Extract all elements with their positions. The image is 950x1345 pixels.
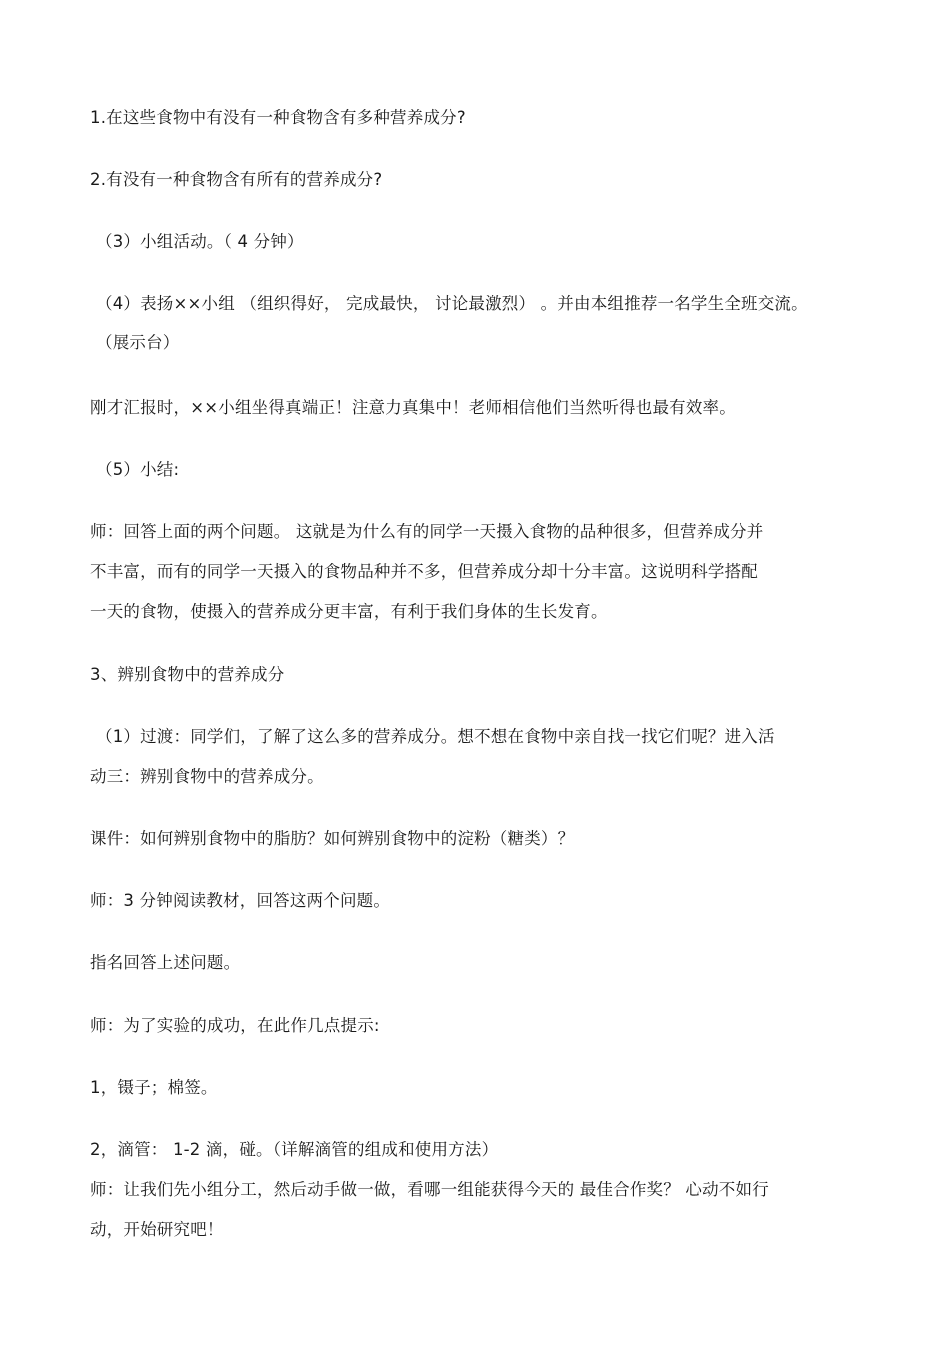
summary-paragraph-line-2: 不丰富，而有的同学一天摄入的食物品种并不多，但营养成分却十分丰富。这说明科学搭配 — [90, 562, 758, 581]
section-3-heading: 3、辨别食物中的营养成分 — [90, 665, 285, 684]
question-1: 1.在这些食物中有没有一种食物含有多种营养成分? — [90, 108, 466, 127]
courseware-questions: 课件：如何辨别食物中的脂肪？如何辨别食物中的淀粉（糖类）？ — [90, 829, 575, 848]
summary-paragraph-line-3: 一天的食物，使摄入的营养成分更丰富，有利于我们身体的生长发育。 — [90, 602, 608, 621]
closing-line-2: 动，开始研究吧！ — [90, 1220, 224, 1239]
transition-line-1: （1）过渡：同学们，了解了这么多的营养成分。想不想在食物中亲自找一找它们呢？进入活 — [96, 727, 775, 746]
step-3-group-activity: （3）小组活动。（ 4 分钟） — [96, 232, 304, 251]
summary-paragraph-line-1: 师：回答上面的两个问题。 这就是为什么有的同学一天摄入食物的品种很多，但营养成分并 — [90, 522, 764, 541]
tip-1: 1，镊子；棉签。 — [90, 1078, 218, 1097]
step-4-display: （展示台） — [96, 333, 180, 352]
tip-2: 2，滴管： 1-2 滴，碰。（详解滴管的组成和使用方法） — [90, 1140, 499, 1159]
step-5-summary-heading: （5）小结: — [96, 460, 180, 479]
transition-line-2: 动三：辨别食物中的营养成分。 — [90, 767, 324, 786]
step-4-praise: （4）表扬××小组 （组织得好， 完成最快， 讨论最激烈） 。并由本组推荐一名学生全班交流。 — [96, 294, 808, 313]
experiment-tips-intro: 师：为了实验的成功，在此作几点提示: — [90, 1016, 380, 1035]
teacher-comment: 刚才汇报时，××小组坐得真端正！注意力真集中！老师相信他们当然听得也最有效率。 — [90, 398, 736, 417]
reading-instruction: 师：3 分钟阅读教材，回答这两个问题。 — [90, 891, 391, 910]
question-2: 2.有没有一种食物含有所有的营养成分? — [90, 170, 383, 189]
closing-line-1: 师：让我们先小组分工，然后动手做一做，看哪一组能获得今天的 最佳合作奖？ 心动不如行 — [90, 1180, 769, 1199]
answer-instruction: 指名回答上述问题。 — [90, 953, 241, 972]
